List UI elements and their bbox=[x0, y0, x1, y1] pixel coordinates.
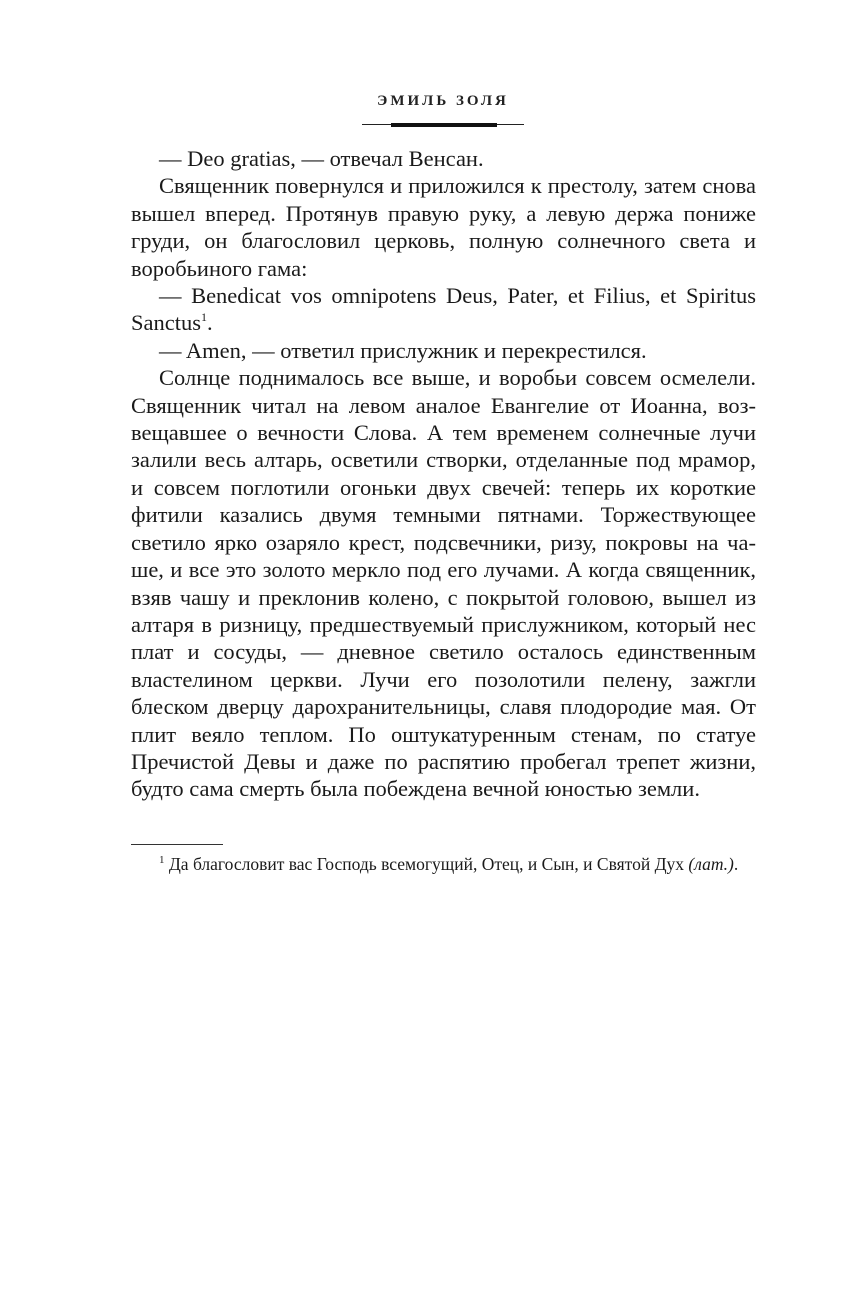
footnote-rule bbox=[131, 844, 223, 845]
paragraph-3-end: . bbox=[207, 310, 213, 336]
paragraph-4: — Amen, — ответил прислужник и перекрестился. bbox=[159, 337, 647, 363]
footnote-lang-note: (лат.) bbox=[688, 854, 734, 874]
paragraph-3 bbox=[131, 282, 756, 337]
footnote bbox=[131, 851, 756, 877]
body-text bbox=[131, 145, 756, 803]
footnote-marker: 1 bbox=[159, 854, 165, 866]
paragraph-1: — Deo gratias, — отвечал Венсан. bbox=[159, 146, 484, 171]
footnote-end: . bbox=[733, 854, 739, 874]
paragraph-5: Солнце поднималось все выше, и воробьи совсем осмелели. Священник читал на левом аналое Евангелие от Иоанна, возвещавшее о вечности Слова. А тем временем солнечные лучи залили весь алтарь, осветили створки, отделанные под мрамор, и совсем поглотили огоньки двух свечей: теперь их короткие фитили казались двумя темными пятнами. Торжествующее светило ярко озаряло крест, подсвечники, ризу, покровы на чаше, и все это золото меркло под его лучами. А когда священник, взяв чашу и преклонив колено, с покрытой головою, вышел из алтаря в ризницу, предшествуемый прислужником, который нес плат и сосуды, — дневное светило осталось единственным властелином церкви. Лучи его позолотили пелену, зажгли блеском дверцу дарохранительницы, славя плодородие мая. От плит веяло теплом. По оштукатуренным стенам, по статуе Пречистой Девы и даже по распятию пробегал трепет жизни, будто сама смерть была побеждена вечной юностью земли. bbox=[131, 365, 756, 802]
paragraph-2: Священник повернулся и приложился к престолу, затем снова вышел вперед. Протянув правую руку, а левую держа пониже груди, он благословил церковь, полную солнечного света и воробьиного гама: bbox=[131, 173, 756, 281]
header-rule-accent bbox=[391, 123, 497, 127]
footnote-text: Да благословит вас Господь всемогущий, Отец, и Сын, и Святой Дух bbox=[168, 854, 689, 874]
running-head-author: ЭМИЛЬ ЗОЛЯ bbox=[377, 93, 509, 109]
footnote-ref: 1 bbox=[201, 310, 207, 325]
paragraph-3-text: — Benedicat vos omnipotens Deus, Pater, et Filius, et Spiritus Sanctus bbox=[131, 283, 756, 336]
